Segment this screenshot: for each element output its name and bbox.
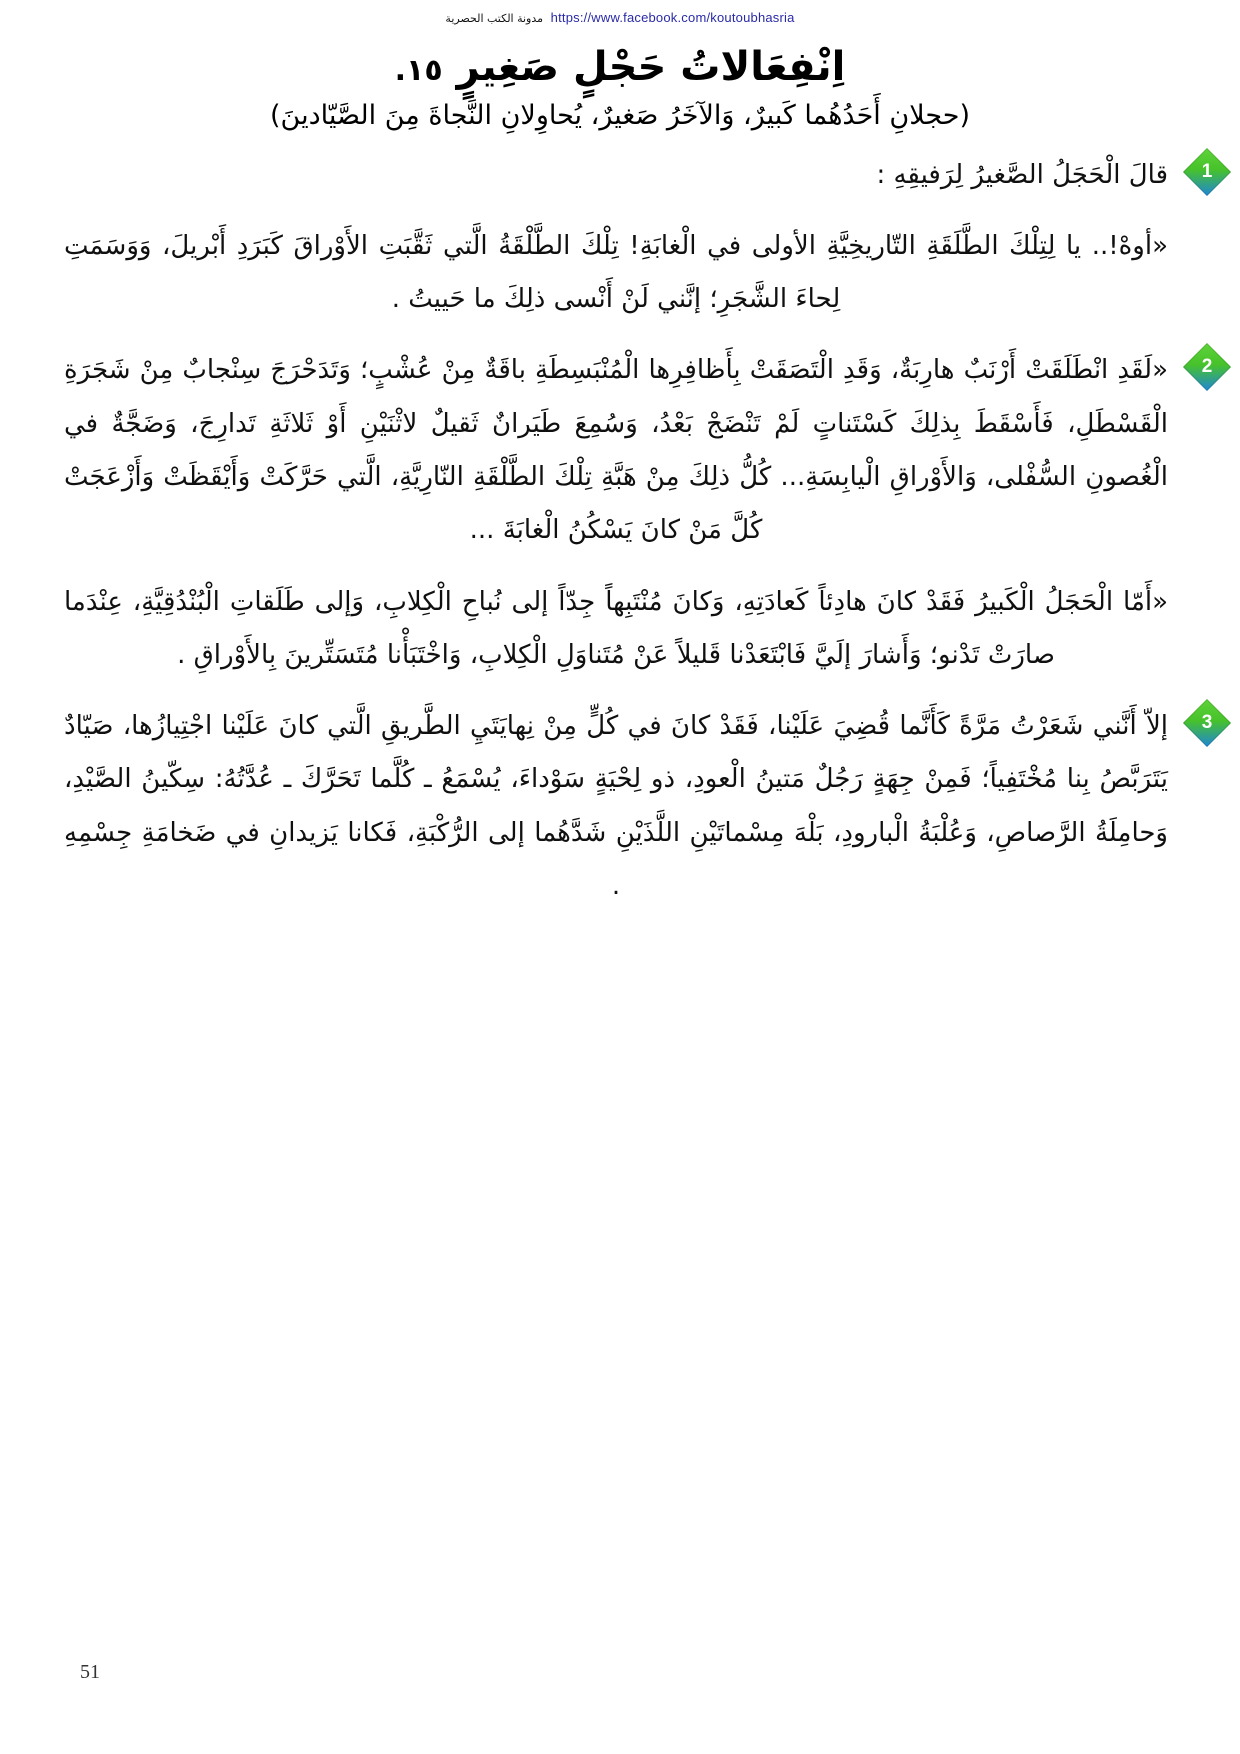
page-title-number: ١٥.	[394, 53, 443, 88]
paragraph-1	[64, 149, 1213, 202]
paragraph-4	[64, 576, 1168, 683]
paragraph-text: إلاّ أَنَّني شَعَرْتُ مَرَّةً كَأَنَّما قُضِيَ عَلَيْنا، فَقَدْ كانَ في كُلٍّ مِنْ نِهايَتَيِ الطَّريقِ الَّتي كانَ عَلَيْنا اجْتِيازُها، صَيّادٌ يَتَرَبَّصُ بِنا مُخْتَفِياً؛ فَمِنْ جِهَةٍ رَجُلٌ مَتينُ الْعودِ، ذو لِحْيَةٍ سَوْداءَ، يُسْمَعُ ـ كُلَّما تَحَرَّكَ ـ عُدَّتُهُ: سِكّينُ الصَّيْدِ، وَحامِلَةُ الرَّصاصِ، وَعُلْبَةُ الْبارودِ، بَلْهَ مِسْماتَيْنِ اللَّذَيْنِ شَدَّهُما إلى الرُّكْبَةِ، فَكانا يَزيدانِ في ضَخامَةِ جِسْمِهِ .	[64, 711, 1168, 902]
watermark-url: https://www.facebook.com/koutoubhasria	[550, 10, 795, 25]
paragraph-marker-1	[1183, 147, 1231, 195]
page-number: 51	[80, 1661, 100, 1683]
document-body	[64, 149, 1213, 914]
paragraph-3	[64, 344, 1213, 557]
paragraph-5	[64, 700, 1213, 913]
paragraph-marker-label: 1	[1201, 160, 1213, 182]
paragraph-marker-3	[1183, 699, 1231, 747]
paragraph-text: «أوهْ!.. يا لِتِلْكَ الطَّلَقَةِ التّاريخِيَّةِ الأولى في الْغابَةِ! تِلْكَ الطَّلْقَةُ الَّتي ثَقَّبَتِ الأَوْراقَ كَبَرَدِ أَبْريلَ، وَوَسَمَتِ لِحاءَ الشَّجَرِ؛ إنَّني لَنْ أَنْسى ذلِكَ ما حَييتُ .	[64, 230, 1168, 315]
paragraph-marker-label: 2	[1201, 355, 1213, 377]
watermark	[0, 10, 1240, 25]
page-title-text: اِنْفِعَالاتُ حَجْلٍ صَغِيرٍ	[456, 44, 846, 90]
page-subtitle: (حجلانِ أَحَدُهُما كَبيرٌ، وَالآخَرُ صَغيرٌ، يُحاوِلانِ النَّجاةَ مِنَ الصَّيّادينَ)	[270, 100, 970, 131]
page-title	[0, 44, 1240, 90]
paragraph-text: «لَقَدِ انْطَلَقَتْ أَرْنَبٌ هارِبَةٌ، وَقَدِ الْتَصَقَتْ بِأَظافِرِها الْمُنْبَسِطَةِ باقَةٌ مِنْ عُشْبٍ؛ وَتَدَحْرَجَ سِنْجابٌ مِنْ شَجَرَةِ الْقَسْطَلِ، فَأَسْقَطَ بِذلِكَ كَسْتَناتٍ لَمْ تَنْضَجْ بَعْدُ، وَسُمِعَ طَيَرانٌ ثَقيلٌ لاثْنَيْنِ أَوْ ثَلاثَةِ تَدارِجَ، وَضَجَّةٌ في الْغُصونِ السُّفْلى، وَالأَوْراقِ الْيابِسَةِ... كُلُّ ذلِكَ مِنْ هَبَّةِ تِلْكَ الطَّلْقَةِ النّارِيَّةِ، الَّتي حَرَّكَتْ وَأَيْقَظَتْ وَأَزْعَجَتْ كُلَّ مَنْ كانَ يَسْكُنُ الْغابَةَ ...	[64, 355, 1168, 546]
paragraph-text: قالَ الْحَجَلُ الصَّغيرُ لِرَفيقِهِ :	[876, 159, 1168, 190]
paragraph-2	[64, 220, 1168, 327]
paragraph-text: «أَمّا الْحَجَلُ الْكَبيرُ فَقَدْ كانَ هادِئاً كَعادَتِهِ، وَكانَ مُنْتَبِهاً جِدّاً إلى نُباحِ الْكِلابِ، وَإلى طَلَقاتِ الْبُنْدُقِيَّةِ، عِنْدَما صارَتْ تَدْنو؛ وَأَشارَ إلَيَّ فَابْتَعَدْنا قَليلاً عَنْ مُتَناوَلِ الْكِلابِ، وَاخْتَبَأْنا مُتَسَتِّرينَ بِالأَوْراقِ .	[64, 586, 1168, 670]
watermark-arabic: مدونة الكتب الحصرية	[445, 12, 544, 25]
paragraph-marker-2	[1183, 343, 1231, 391]
paragraph-marker-label: 3	[1201, 711, 1213, 733]
